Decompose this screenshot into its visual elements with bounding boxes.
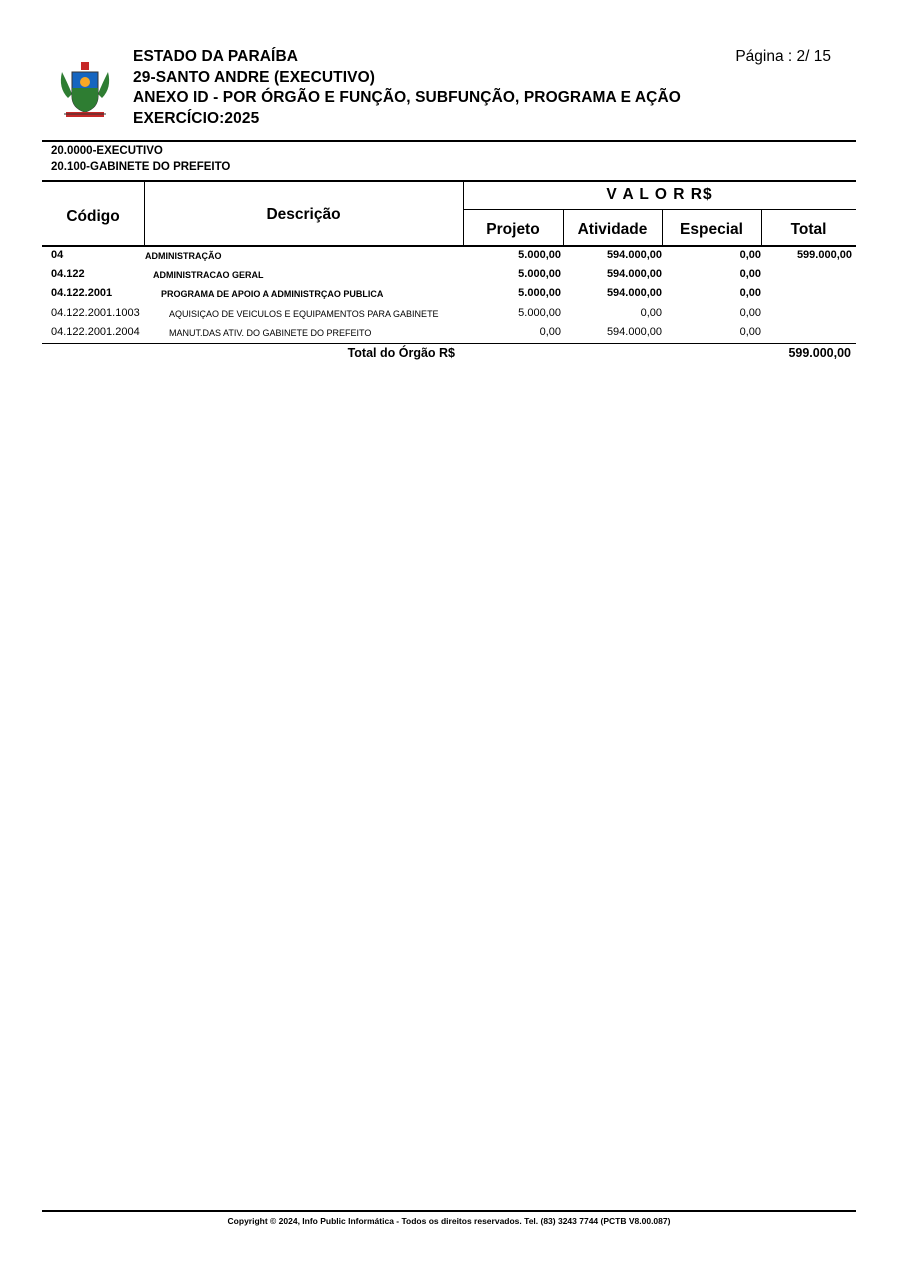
row-code: 04 xyxy=(51,249,64,261)
state-name: ESTADO DA PARAÍBA xyxy=(133,48,299,65)
row-total: 599.000,00 xyxy=(796,249,852,261)
row-description: MANUT.DAS ATIV. DO GABINETE DO PREFEITO xyxy=(169,328,372,338)
report-title: ANEXO ID - POR ÓRGÃO E FUNÇÃO, SUBFUNÇÃO, PROGRAMA E AÇÃO xyxy=(133,89,681,106)
row-atividade: 594.000,00 xyxy=(606,268,662,280)
row-code: 04.122.2001.1003 xyxy=(51,307,140,319)
col-header-total: Total xyxy=(790,221,827,238)
row-description: PROGRAMA DE APOIO A ADMINISTRÇAO PUBLICA xyxy=(161,289,384,299)
col-header-atividade: Atividade xyxy=(577,221,648,238)
footer-divider xyxy=(42,1210,856,1212)
org-subunit: 20.100-GABINETE DO PREFEITO xyxy=(51,160,231,173)
page-number: Página : 2/ 15 xyxy=(735,48,831,65)
row-code: 04.122 xyxy=(51,268,85,280)
row-especial: 0,00 xyxy=(739,249,761,261)
col-header-valor: V A L O R R$ xyxy=(606,186,713,203)
table-row xyxy=(0,287,900,306)
org-unit: 20.0000-EXECUTIVO xyxy=(51,145,163,157)
valor-divider xyxy=(463,209,856,210)
header-divider xyxy=(42,140,856,142)
row-especial: 0,00 xyxy=(739,307,761,319)
entity-name: 29-SANTO ANDRE (EXECUTIVO) xyxy=(133,68,376,86)
org-block xyxy=(51,144,230,175)
row-description: ADMINISTRAÇÃO xyxy=(145,251,222,261)
fiscal-year: EXERCÍCIO:2025 xyxy=(133,109,260,127)
row-especial: 0,00 xyxy=(739,268,761,280)
total-value: 599.000,00 xyxy=(788,346,851,360)
row-code: 04.122.2001.2004 xyxy=(51,326,140,338)
col-header-especial: Especial xyxy=(680,221,743,238)
row-code: 04.122.2001 xyxy=(51,287,113,299)
row-atividade: 594.000,00 xyxy=(606,287,662,299)
table-top-border xyxy=(42,180,856,182)
footer-copyright: Copyright © 2024, Info Public Informática - Todos os direitos reservados. Tel. (83) 3243 7744 (PCTB V8.00.087) xyxy=(227,1216,671,1226)
col-header-descricao: Descrição xyxy=(266,206,341,223)
col-header-projeto: Projeto xyxy=(486,221,540,238)
col-header-codigo: Código xyxy=(66,208,120,225)
row-description: AQUISIÇAO DE VEICULOS E EQUIPAMENTOS PARA GABINETE xyxy=(169,309,439,319)
row-projeto: 5.000,00 xyxy=(518,249,561,261)
row-especial: 0,00 xyxy=(739,326,761,338)
table-row xyxy=(0,307,900,326)
row-atividade: 594.000,00 xyxy=(606,249,662,261)
table-row xyxy=(0,249,900,268)
table-row xyxy=(0,268,900,287)
state-coat-of-arms-logo xyxy=(54,58,116,120)
row-projeto: 5.000,00 xyxy=(518,268,561,280)
table-header-bottom-border xyxy=(42,245,856,247)
row-atividade: 594.000,00 xyxy=(606,326,662,338)
row-atividade: 0,00 xyxy=(640,307,662,319)
report-header xyxy=(133,47,681,129)
row-projeto: 5.000,00 xyxy=(518,307,561,319)
total-label: Total do Órgão R$ xyxy=(347,346,455,360)
row-projeto: 0,00 xyxy=(539,326,561,338)
row-description: ADMINISTRACAO GERAL xyxy=(153,270,264,280)
row-especial: 0,00 xyxy=(739,287,761,299)
table-bottom-border xyxy=(42,343,856,344)
row-projeto: 5.000,00 xyxy=(518,287,561,299)
